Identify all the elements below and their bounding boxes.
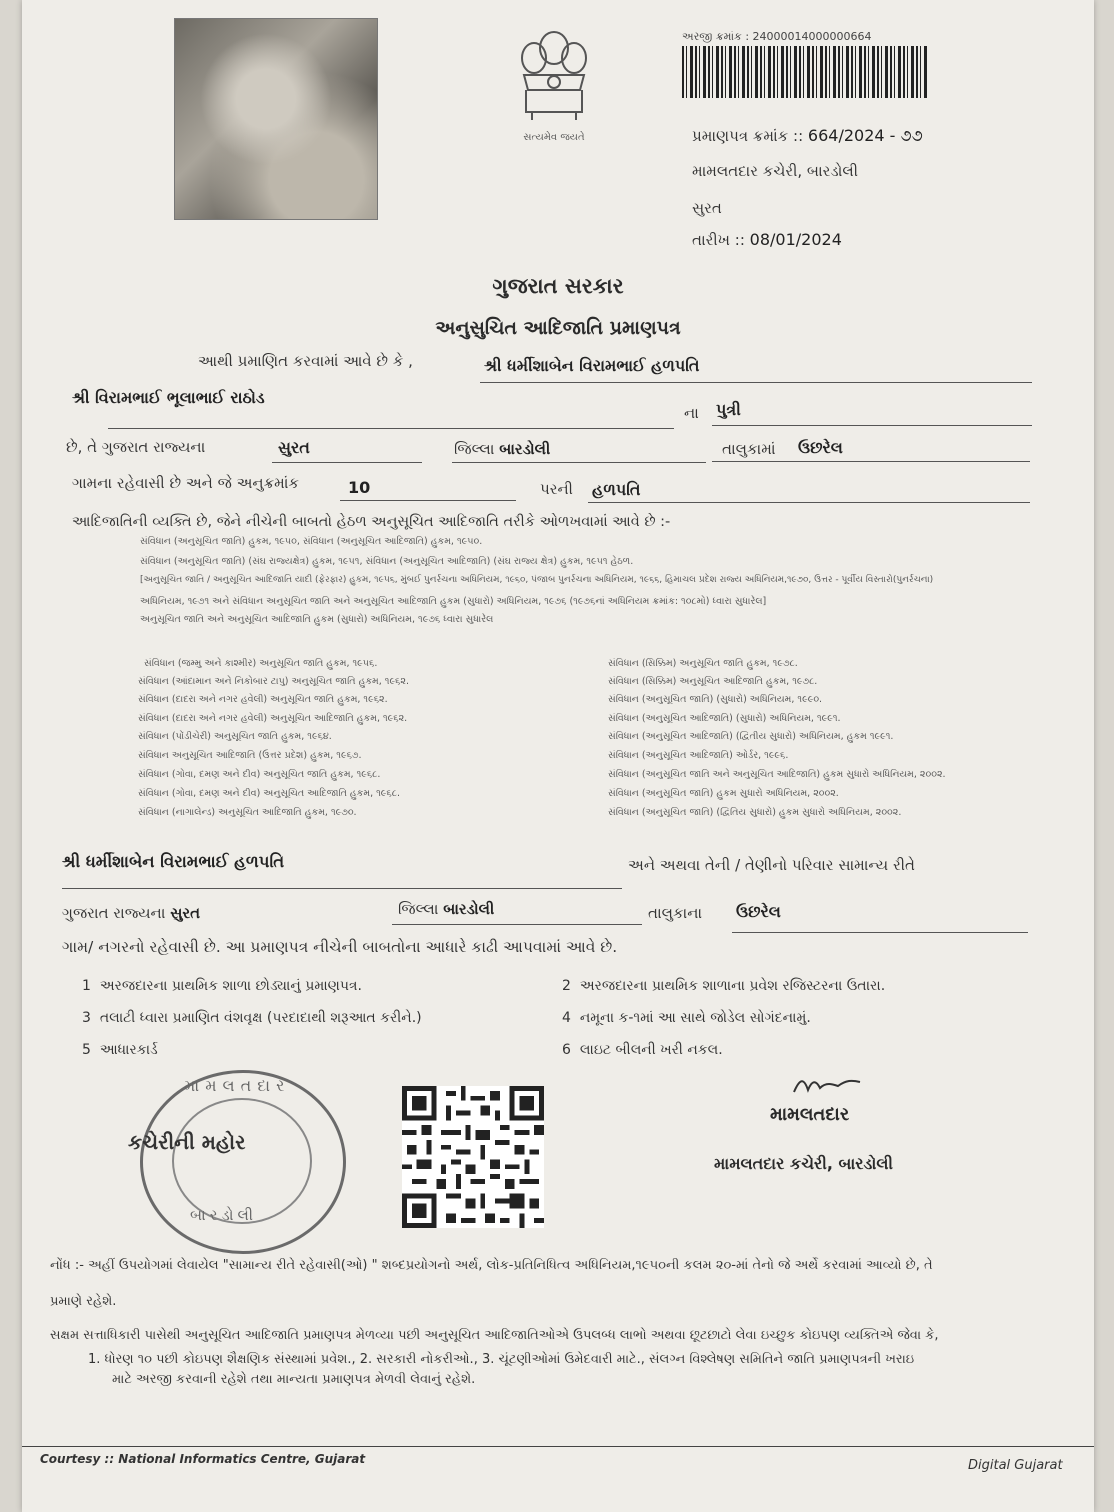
underline bbox=[712, 425, 1032, 426]
application-number-value: 24000014000000664 bbox=[752, 30, 872, 43]
footer-brand: Digital Gujarat bbox=[968, 1458, 1063, 1473]
village-label: ગામના રહેવાસી છે અને જે અનુક્રમાંક bbox=[72, 474, 300, 492]
district-value: સુરત bbox=[278, 438, 310, 457]
order-left: સંવિધાન (નાગાલેન્ડ) અનુસૂચિત આદિજાતિ હુકમ, ૧૯૭૦. bbox=[138, 807, 357, 818]
order-right: સંવિધાન (અનુસૂચિત આદિજાતિ) ઓર્ડર, ૧૯૯૬. bbox=[608, 750, 789, 761]
document-item: 5 આધારકાર્ડ bbox=[82, 1042, 158, 1058]
order-left: સંવિધાન (જમ્મુ અને કાશ્મીર) અનુસૂચિત જાતિ હુકમ, ૧૯૫૬. bbox=[144, 658, 378, 669]
issue-date bbox=[692, 230, 842, 249]
order-left: સંવિધાન (આંદામાન અને નિકોબાર ટાપુ) અનુસૂચિત જાતિ હુકમ, ૧૯૬૨. bbox=[138, 676, 409, 687]
issuing-office: મામલતદાર કચેરી, બારડોલી bbox=[692, 162, 858, 180]
national-emblem-icon bbox=[504, 20, 604, 130]
recognition-text: આદિજાતિની વ્યક્તિ છે, જેને નીચેની બાબતો હેઠળ અનુસૂચિત આદિજાતિ તરીકે ઓળખવામાં આવે છે :- bbox=[72, 514, 671, 530]
order-left: સંવિધાન (ગોવા, દમણ અને દીવ) અનુસૂચિત જાતિ હુકમ, ૧૯૬૮. bbox=[138, 769, 381, 780]
order-right: સંવિધાન (અનુસૂચિત જાતિ) હુકમ સુધારો અધિનિયમ, ૨૦૦૨. bbox=[608, 788, 839, 799]
district-label bbox=[454, 440, 550, 458]
order-left: સંવિધાન (દાદરા અને નગર હવેલી) અનુસૂચિત જાતિ હુકમ, ૧૯૬૨. bbox=[138, 694, 388, 705]
order-left: સંવિધાન (પોંડીચેરી) અનુસૂચિત જાતિ હુકમ, ૧૯૬૪. bbox=[138, 731, 332, 742]
order-right: સંવિધાન (અનુસૂચિત જાતિ અને અનુસૂચિત આદિજાતિ) હુકમ સુધારો અધિનિયમ, ૨૦૦૨. bbox=[608, 769, 946, 780]
applicant-name: શ્રી ધર્મીશાબેન વિરામભાઈ હળપતિ bbox=[484, 356, 700, 375]
note-line: સક્ષમ સત્તાધિકારી પાસેથી અનુસૂચિત આદિજાતિ પ્રમાણપત્ર મેળવ્યા પછી અનુસૂચિત આદિજાતિઓએ ઉપલબ્ધ લાભો અથવા છૂટછાટો લેવા ઇચ્છુક કોઇપણ વ્યક્તિએ જેવા કે, bbox=[50, 1328, 939, 1343]
underline bbox=[62, 888, 622, 889]
underline bbox=[108, 428, 674, 429]
father-name: શ્રી વિરામભાઈ ભૂલાભાઈ રાઠોડ bbox=[72, 388, 265, 407]
emblem-caption: સત્યમેવ જયતે bbox=[523, 132, 585, 143]
relation-label: ના bbox=[684, 404, 699, 422]
issue-date-value: 08/01/2024 bbox=[749, 230, 842, 249]
underline bbox=[712, 461, 1030, 462]
certificate-number-value: 664/2024 - ૭૭ bbox=[807, 126, 923, 145]
note-line: પ્રમાણે રહેશે. bbox=[50, 1294, 117, 1309]
note-line: માટે અરજી કરવાની રહેશે તથા માન્યતા પ્રમાણપત્ર મેળવી લેવાનું રહેશે. bbox=[112, 1372, 476, 1387]
taluka-name-value: બારડોલી bbox=[499, 440, 551, 458]
application-number: અરજી ક્રમાંક : 24000014000000664 bbox=[682, 30, 872, 43]
residence-district-label: જિલ્લા bbox=[398, 900, 439, 918]
seal-bottom-text: બારડોલી bbox=[190, 1206, 258, 1224]
underline bbox=[480, 382, 1032, 383]
document-item: 4 નમૂના ક-૧માં આ સાથે જોડેલ સોગંદનામું. bbox=[562, 1010, 811, 1026]
residence-taluka-value: બારડોલી bbox=[443, 900, 495, 918]
certificate-title: અનુસુચિત આદિજાતિ પ્રમાણપત્ર bbox=[435, 317, 681, 339]
order-line: સંવિધાન (અનુસૂચિત જાતિ) હુકમ, ૧૯૫૦, સંવિધાન (અનુસૂચિત આદિજાતિ) હુકમ, ૧૯૫૦. bbox=[140, 536, 483, 547]
order-right: સંવિધાન (અનુસૂચિત જાતિ) (દ્વિતિય સુધારો) હુકમ સુધારો અધિનિયમ, ૨૦૦૨. bbox=[608, 807, 902, 818]
tribe-name: હળપતિ bbox=[592, 480, 641, 499]
order-right: સંવિધાન (સિક્કિમ) અનુસૂચિત જાતિ હુકમ, ૧૯૭૮. bbox=[608, 658, 798, 669]
certificate-number bbox=[692, 126, 923, 146]
of-label: પરની bbox=[540, 480, 573, 498]
qr-code-icon bbox=[402, 1086, 544, 1228]
underline bbox=[732, 932, 1028, 933]
order-line: અનુસૂચિત જાતિ અને અનુસૂચિત આદિજાતિ હુકમ (સુધારો) અધિનિયમ, ૧૯૭૬ ધ્વારા સુધારેલ bbox=[140, 614, 494, 625]
order-right: સંવિધાન (અનુસૂચિત આદિજાતિ) (દ્વિતીય સુધારો) અધિનિયમ, હુકમ ૧૯૯૧. bbox=[608, 731, 894, 742]
residence-district bbox=[398, 900, 494, 918]
seal-center-text: કચેરીની મહોર bbox=[128, 1130, 246, 1154]
document-item: 1 અરજદારના પ્રાથમિક શાળા છોડ્યાનું પ્રમાણપત્ર. bbox=[82, 978, 362, 994]
document-item: 3 તલાટી ધ્વારા પ્રમાણિત વંશવૃક્ષ (પરદાદાથી શરૂઆત કરીને.) bbox=[82, 1010, 422, 1026]
order-line: [અનુસૂચિત જાતિ / અનુસૂચિત આદિજાતિ યાદી (ફેરફાર) હુકમ, ૧૯૫૬, મુંબઈ પુનર્રચના અધિનિયમ, ૧૯૬૦, પંજાબ પુનર્રચના અધિનિયમ, ૧૯૬૬, હિમાચલ પ્રદેશ રાજ્ય અધિનિયમ,૧૯૭૦, ઉત્તર - પૂર્વીય વિસ્તારો(પુનર્રચના) bbox=[140, 575, 934, 585]
signatory-office: મામલતદાર કચેરી, બારડોલી bbox=[714, 1154, 894, 1173]
issuing-district: સુરત bbox=[692, 199, 722, 217]
application-number-label: અરજી ક્રમાંક bbox=[682, 30, 742, 43]
residence-state-label: ગુજરાત રાજ્યના bbox=[62, 904, 166, 922]
order-line: અધિનિયમ, ૧૯૭૧ અને સંવિધાન અનુસૂચિત જાતિ અને અનુસૂચિત આદિજાતિ હુકમ (સુધારો) અધિનિયમ, ૧૯૭૬ (૧૯૭૬નાં અધિનિયમ ક્રમાંક: ૧૦૮મો) ધ્વારા સુધારેલ] bbox=[140, 596, 767, 607]
basis-text: ગામ/ નગરનો રહેવાસી છે. આ પ્રમાણપત્ર નીચેની બાબતોના આધારે કાઢી આપવામાં આવે છે. bbox=[62, 938, 618, 956]
order-line: સંવિધાન (અનુસૂચિત જાતિ) (સંઘ રાજ્યક્ષેત્ર) હુકમ, ૧૯૫૧, સંવિધાન (અનુસૂચિત આદિજાતિ) (સંઘ રાજ્ય ક્ષેત્ર) હુકમ, ૧૯૫૧ હેઠળ. bbox=[140, 556, 634, 567]
residence-taluka-label: તાલુકાના bbox=[648, 904, 703, 922]
certificate-number-label: પ્રમાણપત્ર ક્રમાંક :: bbox=[692, 127, 804, 145]
underline bbox=[452, 462, 706, 463]
order-right: સંવિધાન (અનુસૂચિત આદિજાતિ) (સુધારો) અધિનિયમ, ૧૯૯૧. bbox=[608, 713, 841, 724]
footer-rule bbox=[22, 1446, 1094, 1447]
underline bbox=[340, 500, 516, 501]
document-item: 2 અરજદારના પ્રાથમિક શાળાના પ્રવેશ રજિસ્ટરના ઉતારા. bbox=[562, 978, 886, 994]
residence-district-value: સુરત bbox=[170, 904, 201, 922]
family-label: અને અથવા તેની / તેણીનો પરિવાર સામાન્ય રીતે bbox=[628, 856, 915, 874]
order-right: સંવિધાન (સિક્કિમ) અનુસૂચિત આદિજાતિ હુકમ, ૧૯૭૮. bbox=[608, 676, 818, 687]
order-left: સંવિધાન (દાદરા અને નગર હવેલી) અનુસૂચિત આદિજાતિ હુકમ, ૧૯૬૨. bbox=[138, 713, 408, 724]
barcode bbox=[682, 46, 928, 98]
footer-courtesy: Courtesy :: National Informatics Centre, Gujarat bbox=[40, 1452, 366, 1466]
order-left: સંવિધાન (ગોવા, દમણ અને દીવ) અનુસૂચિત આદિજાતિ હુકમ, ૧૯૬૮. bbox=[138, 788, 400, 799]
applicant-photo bbox=[174, 18, 378, 220]
government-title: ગુજરાત સરકાર bbox=[492, 274, 624, 298]
order-right: સંવિધાન (અનુસૂચિત જાતિ) (સુધારો) અધિનિયમ, ૧૯૯૦. bbox=[608, 694, 823, 705]
underline bbox=[588, 502, 1030, 503]
seal-ring-text: મામલતદાર bbox=[184, 1076, 291, 1095]
taluka-label: તાલુકામાં bbox=[722, 440, 776, 458]
underline bbox=[272, 462, 422, 463]
certificate-sheet bbox=[22, 0, 1094, 1512]
document-item: 6 લાઇટ બીલની ખરી નકલ. bbox=[562, 1042, 723, 1058]
underline bbox=[392, 924, 642, 925]
state-label: છે, તે ગુજરાત રાજ્યના bbox=[66, 438, 206, 456]
issue-date-label: તારીખ :: bbox=[692, 231, 745, 249]
residence-village: ઉછરેલ bbox=[736, 902, 781, 921]
serial-number: 10 bbox=[348, 478, 371, 497]
village-value: ઉછરેલ bbox=[798, 438, 843, 457]
residence-state bbox=[62, 904, 200, 922]
note-line: નોંધ :- અહીં ઉપયોગમાં લેવાયેલ "સામાન્ય રીતે રહેવાસી(ઓ) " શબ્દપ્રયોગનો અર્થ, લોક-પ્રતિનિધિત્વ અધિનિયમ,૧૯૫૦ની કલમ ૨૦-માં તેનો જે અર્થે કરવામાં આવ્યો છે, તે bbox=[50, 1258, 933, 1273]
residence-name: શ્રી ધર્મીશાબેન વિરામભાઈ હળપતિ bbox=[62, 852, 285, 871]
district-label-text: જિલ્લા bbox=[454, 440, 495, 458]
relation-value: પુત્રી bbox=[716, 400, 741, 419]
signatory-title: મામલતદાર bbox=[770, 1104, 850, 1125]
signature-icon bbox=[790, 1072, 880, 1098]
order-left: સંવિધાન અનુસૂચિત આદિજાતિ (ઉત્તર પ્રદેશ) હુકમ, ૧૯૬૭. bbox=[138, 750, 362, 761]
intro-label: આથી પ્રમાણિત કરવામાં આવે છે કે , bbox=[198, 352, 413, 370]
note-line: 1. ધોરણ ૧૦ પછી કોઇપણ શૈક્ષણિક સંસ્થામાં પ્રવેશ., 2. સરકારી નોકરીઓ., 3. ચૂંટણીઓમાં ઉમેદવારી માટે., સંલગ્ન વિશ્લેષણ સમિતિને જાતિ પ્રમાણપત્રની ખરાઇ bbox=[88, 1352, 915, 1367]
